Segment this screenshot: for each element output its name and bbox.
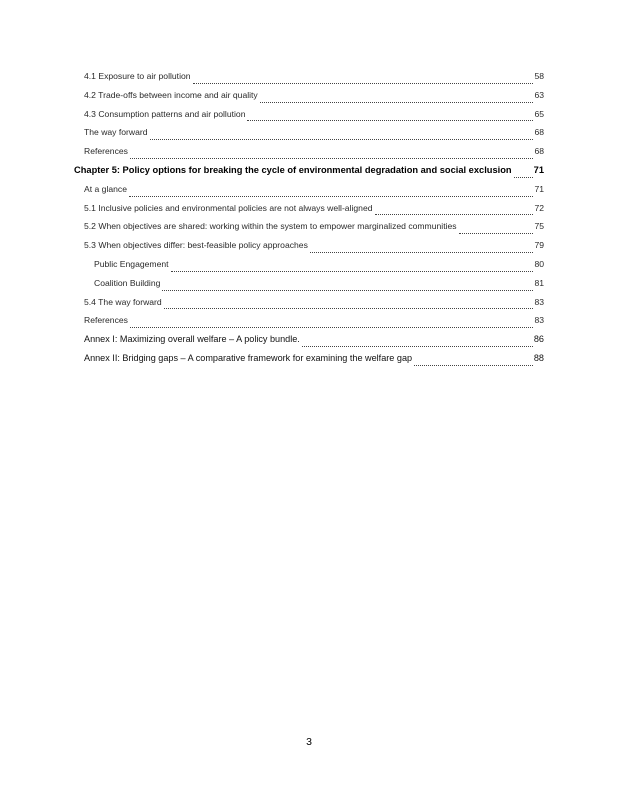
toc-entry-title: Annex II: Bridging gaps – A comparative framework for examining the welfare gap	[84, 352, 413, 363]
toc-leader-dots	[260, 101, 533, 103]
toc-entry-title: 5.2 When objectives are shared: working within the system to empower marginalized communities	[84, 221, 457, 232]
toc-entry-page: 75	[534, 221, 544, 232]
toc-entry[interactable]	[84, 203, 544, 222]
toc-entry[interactable]	[84, 184, 544, 203]
toc-entry-title: 4.3 Consumption patterns and air pollution	[84, 108, 246, 119]
toc-entry[interactable]	[84, 109, 544, 128]
toc-entry-title: References	[84, 146, 128, 157]
toc-entry-title: The way forward	[84, 127, 148, 138]
toc-entry-page: 63	[534, 89, 544, 100]
toc-entry[interactable]	[84, 297, 544, 316]
toc-entry[interactable]	[84, 240, 544, 259]
toc-entry-page: 79	[534, 240, 544, 251]
toc-leader-dots	[130, 157, 533, 159]
toc-entry-page: 83	[534, 315, 544, 326]
toc-entry-page: 71	[533, 164, 544, 175]
toc-entry[interactable]	[84, 127, 544, 146]
toc-entry-page: 81	[534, 277, 544, 288]
toc-leader-dots	[193, 82, 533, 84]
toc-entry[interactable]	[84, 315, 544, 334]
toc-entry[interactable]	[84, 71, 544, 90]
toc-entry-page: 71	[534, 183, 544, 194]
toc-chapter-entry[interactable]	[74, 165, 544, 184]
toc-entry-page: 72	[534, 202, 544, 213]
toc-entry-title: Public Engagement	[94, 258, 169, 269]
toc-entry-page: 68	[534, 146, 544, 157]
toc-entry-page: 68	[534, 127, 544, 138]
toc-leader-dots	[162, 289, 533, 291]
toc-entry-title: 5.1 Inclusive policies and environmental policies are not always well-aligned	[84, 202, 373, 213]
toc-entry-title: 5.4 The way forward	[84, 296, 162, 307]
toc-entry-title: 5.3 When objectives differ: best-feasible policy approaches	[84, 240, 308, 251]
toc-entry[interactable]	[84, 90, 544, 109]
table-of-contents	[74, 71, 544, 372]
toc-leader-dots	[171, 270, 533, 272]
toc-subentry[interactable]	[84, 278, 544, 297]
toc-leader-dots	[164, 307, 533, 309]
toc-entry[interactable]	[84, 146, 544, 165]
toc-entry-title: At a glance	[84, 183, 127, 194]
toc-entry-title: Coalition Building	[94, 277, 161, 288]
toc-leader-dots	[247, 119, 533, 121]
toc-entry-title: 4.1 Exposure to air pollution	[84, 71, 191, 81]
toc-leader-dots	[310, 251, 533, 253]
toc-entry[interactable]	[84, 221, 544, 240]
toc-entry-title: 4.2 Trade-offs between income and air quality	[84, 89, 258, 100]
toc-entry-title: References	[84, 315, 128, 326]
toc-entry-page: 86	[533, 334, 544, 345]
toc-entry-page: 83	[534, 296, 544, 307]
toc-annex-entry[interactable]	[84, 334, 544, 353]
toc-leader-dots	[459, 232, 533, 234]
toc-annex-entry[interactable]	[84, 353, 544, 372]
toc-subentry[interactable]	[84, 259, 544, 278]
page-number: 3	[306, 736, 312, 748]
toc-entry-page: 65	[534, 108, 544, 119]
toc-entry-title: Annex I: Maximizing overall welfare – A policy bundle.	[84, 334, 300, 345]
toc-leader-dots	[302, 345, 533, 347]
toc-entry-title: Chapter 5: Policy options for breaking the cycle of environmental degradation and social exclusion	[74, 164, 512, 175]
toc-entry-page: 80	[534, 258, 544, 269]
toc-leader-dots	[130, 326, 533, 328]
toc-leader-dots	[375, 213, 533, 215]
toc-entry-page: 58	[534, 71, 544, 81]
toc-leader-dots	[414, 364, 533, 366]
toc-entry-page: 88	[533, 352, 544, 363]
toc-leader-dots	[129, 195, 533, 197]
toc-leader-dots	[150, 138, 533, 140]
toc-leader-dots	[514, 176, 533, 178]
